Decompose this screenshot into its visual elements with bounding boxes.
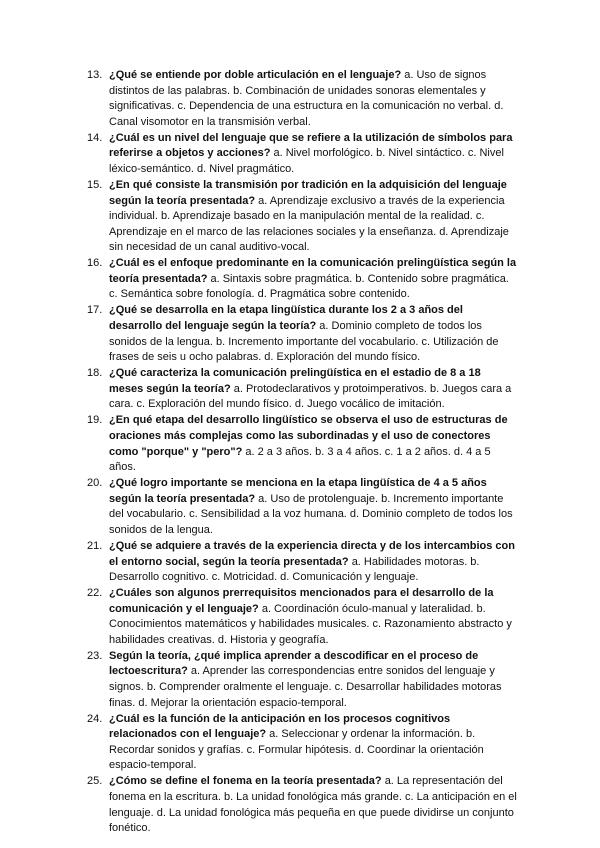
question-number: 17. bbox=[87, 304, 103, 317]
question-text: Según la teoría, ¿qué implica aprender a descodificar en el proceso de lectoescritura? bbox=[109, 649, 479, 678]
question-body bbox=[109, 366, 517, 413]
answer-options: a. Aprendizaje exclusivo a través de la experiencia individual. b. Aprendizaje basado en la manipulación mental de la realidad. c. Aprendizaje en el marco de las relaciones sociales y la enseñanza. d. Aprendizaje sin necesidad de un canal auditivo-vocal. bbox=[109, 194, 509, 254]
list-item bbox=[87, 774, 517, 836]
question-number: 16. bbox=[87, 257, 103, 270]
answer-options: a. Uso de signos distintos de las palabras. b. Combinación de unidades sonoras elementales y significativas. c. Dependencia de una estructura en la comunicación no verbal. d. Canal visomotor en la transmisión verbal. bbox=[109, 69, 504, 128]
answer-options: a. Habilidades motoras. b. Desarrollo cognitivo. c. Motricidad. d. Comunicación y lenguaje. bbox=[109, 555, 480, 584]
question-number: 18. bbox=[87, 367, 103, 380]
list-item bbox=[87, 649, 517, 711]
question-text: ¿Qué se desarrolla en la etapa lingüística durante los 2 a 3 años del desarrollo del lenguaje según la teoría? bbox=[109, 304, 463, 333]
question-text: ¿Qué se adquiere a través de la experiencia directa y de los intercambios con el entorno social, según la teoría presentada? bbox=[109, 539, 515, 568]
question-text: ¿Qué se entiende por doble articulación en el lenguaje? bbox=[109, 69, 405, 81]
list-item bbox=[87, 476, 517, 538]
question-list bbox=[87, 68, 517, 837]
question-body bbox=[109, 774, 517, 836]
question-body bbox=[109, 256, 517, 303]
list-item bbox=[87, 256, 517, 303]
answer-options: a. Dominio completo de todos los sonidos de la lengua. b. Incremento importante del vocabulario. c. Utilización de frases de seis u ocho palabras. d. Exploración del mundo físico. bbox=[109, 320, 499, 364]
list-item bbox=[87, 303, 517, 365]
question-body bbox=[109, 712, 517, 774]
answer-options: a. Nivel morfológico. b. Nivel sintáctico. c. Nivel léxico-semántico. d. Nivel pragmático. bbox=[109, 147, 504, 175]
question-number: 20. bbox=[87, 477, 103, 490]
question-text: ¿Qué caracteriza la comunicación prelingüística en el estadio de 8 a 18 meses según la teoría? bbox=[109, 367, 481, 395]
list-item bbox=[87, 586, 517, 648]
question-number: 25. bbox=[87, 775, 103, 788]
question-number: 22. bbox=[87, 587, 103, 600]
answer-options: a. Uso de protolenguaje. b. Incremento importante del vocabulario. c. Sensibilidad a la voz humana. d. Dominio completo de todos los sonidos de la lengua. bbox=[109, 492, 513, 536]
question-number: 24. bbox=[87, 712, 103, 725]
question-body bbox=[109, 303, 517, 365]
question-number: 14. bbox=[87, 131, 103, 144]
question-number: 13. bbox=[87, 69, 103, 81]
list-item bbox=[87, 712, 517, 774]
list-item bbox=[87, 366, 517, 413]
answer-options: a. La representación del fonema en la escritura. b. La unidad fonológica más grande. c. La anticipación en el lenguaje. d. La unidad fonológica más pequeña en que puede dividirse un conjunto fonético. bbox=[109, 775, 517, 835]
question-body bbox=[109, 539, 517, 586]
question-text: ¿En qué consiste la transmisión por tradición en la adquisición del lenguaje según la teoría presentada? bbox=[109, 178, 507, 207]
answer-options: a. 2 a 3 años. b. 3 a 4 años. c. 1 a 2 años. d. 4 a 5 años. bbox=[109, 445, 491, 474]
question-text: ¿En qué etapa del desarrollo lingüístico se observa el uso de estructuras de oraciones más complejas como las subordinadas y el uso de conectores como "porque" y "pero"? bbox=[109, 414, 508, 458]
question-body bbox=[109, 586, 517, 648]
question-body bbox=[109, 476, 517, 538]
question-text: ¿Cuál es la función de la anticipación en los procesos cognitivos relacionados con el lenguaje? bbox=[109, 712, 451, 741]
answer-options: a. Aprender las correspondencias entre sonidos del lenguaje y signos. b. Comprender oralmente el lenguaje. c. Desarrollar habilidades motoras finas. d. Mejorar la orientación espacio-temporal. bbox=[109, 665, 502, 709]
question-number: 19. bbox=[87, 414, 103, 427]
list-item bbox=[87, 68, 517, 130]
answer-options: a. Protodeclarativos y protoimperativos. b. Juegos cara a cara. c. Exploración del mundo físico. d. Juego vocálico de imitación. bbox=[109, 382, 512, 411]
question-body bbox=[109, 178, 517, 256]
question-body bbox=[109, 68, 517, 130]
question-number: 21. bbox=[87, 539, 103, 552]
list-item bbox=[87, 413, 517, 475]
question-number: 23. bbox=[87, 649, 103, 662]
question-body bbox=[109, 649, 517, 711]
question-text: ¿Cuál es un nivel del lenguaje que se refiere a la utilización de símbolos para referirse a objetos y acciones? bbox=[109, 131, 513, 160]
question-text: ¿Cuál es el enfoque predominante en la comunicación prelingüística según la teoría presentada? bbox=[109, 257, 517, 285]
answer-options: a. Seleccionar y ordenar la información. b. Recordar sonidos y grafías. c. Formular hipótesis. d. Coordinar la orientación espacio-temporal. bbox=[109, 728, 484, 772]
answer-options: a. Coordinación óculo-manual y lateralidad. b. Conocimientos matemáticos y habilidades musicales. c. Razonamiento abstracto y habilidades creativas. d. Historia y geografía. bbox=[109, 602, 512, 646]
list-item bbox=[87, 539, 517, 586]
list-item bbox=[87, 178, 517, 256]
list-item bbox=[87, 131, 517, 178]
question-text: ¿Qué logro importante se menciona en la etapa lingüística de 4 a 5 años según la teoría presentada? bbox=[109, 477, 487, 505]
question-number: 15. bbox=[87, 178, 103, 191]
answer-options: a. Sintaxis sobre pragmática. b. Contenido sobre pragmática. c. Semántica sobre fonología. d. Pragmática sobre contenido. bbox=[109, 272, 509, 301]
question-body bbox=[109, 413, 517, 475]
question-text: ¿Cómo se define el fonema en la teoría presentada? bbox=[109, 775, 385, 788]
question-body bbox=[109, 131, 517, 178]
question-text: ¿Cuáles son algunos prerrequisitos mencionados para el desarrollo de la comunicación y el lenguaje? bbox=[109, 587, 494, 615]
